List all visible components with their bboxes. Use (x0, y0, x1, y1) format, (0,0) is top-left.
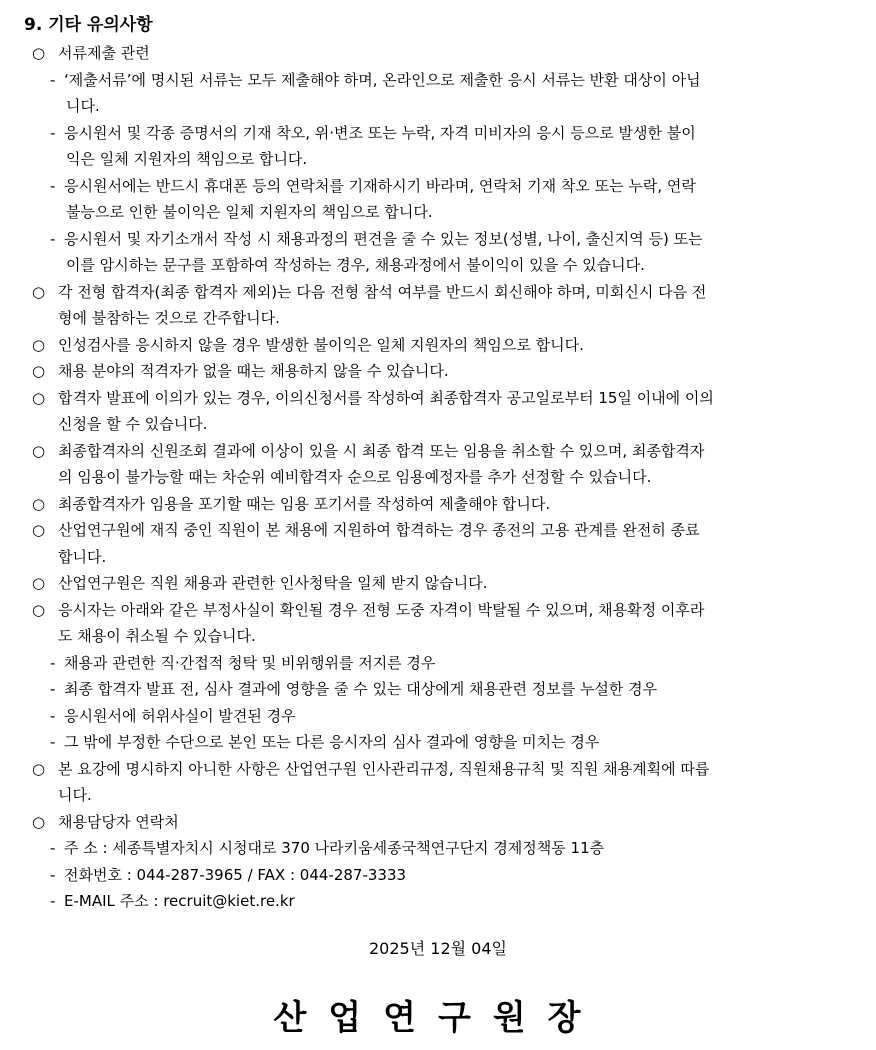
document-date: 2025년 12월 04일 (369, 939, 507, 958)
notice-line: 응시자는 아래와 같은 부정사실이 확인될 경우 전형 도중 자격이 박탈될 수 있으며, 채용확정 이후라 (58, 600, 705, 619)
notice-line: 형에 불참하는 것으로 간주합니다. (58, 309, 280, 327)
dash-bullet-icon: - (50, 229, 56, 248)
notice-line: 니다. (66, 97, 100, 115)
notice-line: E-MAIL 주소 : recruit@kiet.re.kr (64, 892, 295, 910)
circle-bullet-icon: ○ (32, 388, 46, 407)
notice-line: 그 밖에 부정한 수단으로 본인 또는 다른 응시자의 심사 결과에 영향을 미치는 경우 (64, 733, 600, 751)
notice-line: 서류제출 관련 (58, 44, 150, 62)
notice-line: 본 요강에 명시하지 아니한 사항은 산업연구원 인사관리규정, 직원채용규칙 및 직원 채용계획에 따릅 (58, 759, 710, 778)
notice-line: 전화번호 : 044-287-3965 / FAX : 044-287-3333 (64, 865, 407, 884)
circle-bullet-icon: ○ (32, 494, 46, 513)
dash-bullet-icon: - (50, 70, 56, 89)
notice-line: 합니다. (58, 547, 107, 566)
notice-line: 각 전형 합격자(최종 합격자 제외)는 다음 전형 참석 여부를 반드시 회신해야 하며, 미회신시 다음 전 (58, 282, 707, 301)
notice-line: 최종 합격자 발표 전, 심사 결과에 영향을 줄 수 있는 대상에게 채용관련 정보를 누설한 경우 (64, 680, 658, 698)
notice-line: 익은 일체 지원자의 책임으로 합니다. (66, 150, 308, 168)
notice-line: 주 소 : 세종특별자치시 시청대로 370 나라키움세종국책연구단지 경제정책동 11층 (64, 839, 605, 857)
circle-bullet-icon: ○ (32, 521, 46, 539)
circle-bullet-icon: ○ (32, 282, 46, 301)
dash-bullet-icon: - (50, 892, 56, 910)
circle-bullet-icon: ○ (32, 574, 46, 592)
circle-bullet-icon: ○ (32, 441, 46, 460)
notice-line: 의 임용이 불가능할 때는 차순위 예비합격자 순으로 임용예정자를 추가 선정할 수 있습니다. (58, 468, 652, 486)
notice-line: 채용과 관련한 직·간접적 청탁 및 비위행위를 저지른 경우 (64, 653, 436, 672)
dash-bullet-icon: - (50, 865, 56, 884)
circle-bullet-icon: ○ (32, 600, 46, 619)
notice-line: 최종합격자의 신원조회 결과에 이상이 있을 시 최종 합격 또는 임용을 취소할 수 있으며, 최종합격자 (58, 441, 705, 460)
notice-line: 응시원서 및 각종 증명서의 기재 착오, 위·변조 또는 누락, 자격 미비자의 응시 등으로 발생한 불이 (64, 123, 696, 142)
notice-line: ‘제출서류’에 명시된 서류는 모두 제출해야 하며, 온라인으로 제출한 응시 서류는 반환 대상이 아닙 (64, 70, 701, 89)
notice-line: 산업연구원에 재직 중인 직원이 본 채용에 지원하여 합격하는 경우 종전의 고용 관계를 완전히 종료 (58, 521, 700, 539)
dash-bullet-icon: - (50, 680, 56, 698)
notice-line: 불능으로 인한 불이익은 일체 지원자의 책임으로 합니다. (66, 203, 433, 221)
signer-title: 산업연구원장 (273, 998, 603, 1038)
notice-line: 응시원서에는 반드시 휴대폰 등의 연락처를 기재하시기 바라며, 연락처 기재 착오 또는 누락, 연락 (64, 176, 696, 195)
circle-bullet-icon: ○ (32, 44, 46, 62)
notice-line: 채용 분야의 적격자가 없을 때는 채용하지 않을 수 있습니다. (58, 362, 449, 380)
notice-line: 응시원서 및 자기소개서 작성 시 채용과정의 편견을 줄 수 있는 정보(성별, 나이, 출신지역 등) 또는 (64, 229, 703, 248)
section-heading: 9. 기타 유의사항 (24, 15, 153, 35)
notice-line: 니다. (58, 786, 92, 804)
notice-line: 응시원서에 허위사실이 발견된 경우 (64, 706, 296, 725)
dash-bullet-icon: - (50, 733, 56, 751)
circle-bullet-icon: ○ (32, 759, 46, 778)
dash-bullet-icon: - (50, 706, 56, 725)
notice-line: 이를 암시하는 문구를 포함하여 작성하는 경우, 채용과정에서 불이익이 있을 수 있습니다. (66, 256, 645, 274)
circle-bullet-icon: ○ (32, 812, 46, 831)
dash-bullet-icon: - (50, 123, 56, 142)
dash-bullet-icon: - (50, 176, 56, 195)
circle-bullet-icon: ○ (32, 335, 46, 354)
notice-line: 신청을 할 수 있습니다. (58, 415, 208, 433)
notice-line: 인성검사를 응시하지 않을 경우 발생한 불이익은 일체 지원자의 책임으로 합니다. (58, 335, 584, 354)
notice-line: 채용담당자 연락처 (58, 812, 179, 831)
dash-bullet-icon: - (50, 839, 56, 857)
notice-line: 합격자 발표에 이의가 있는 경우, 이의신청서를 작성하여 최종합격자 공고일로부터 15일 이내에 이의 (58, 388, 714, 407)
notice-line: 도 채용이 취소될 수 있습니다. (58, 627, 256, 645)
circle-bullet-icon: ○ (32, 362, 46, 380)
notice-line: 최종합격자가 임용을 포기할 때는 임용 포기서를 작성하여 제출해야 합니다. (58, 494, 551, 513)
notice-line: 산업연구원은 직원 채용과 관련한 인사청탁을 일체 받지 않습니다. (58, 574, 488, 592)
dash-bullet-icon: - (50, 653, 56, 672)
